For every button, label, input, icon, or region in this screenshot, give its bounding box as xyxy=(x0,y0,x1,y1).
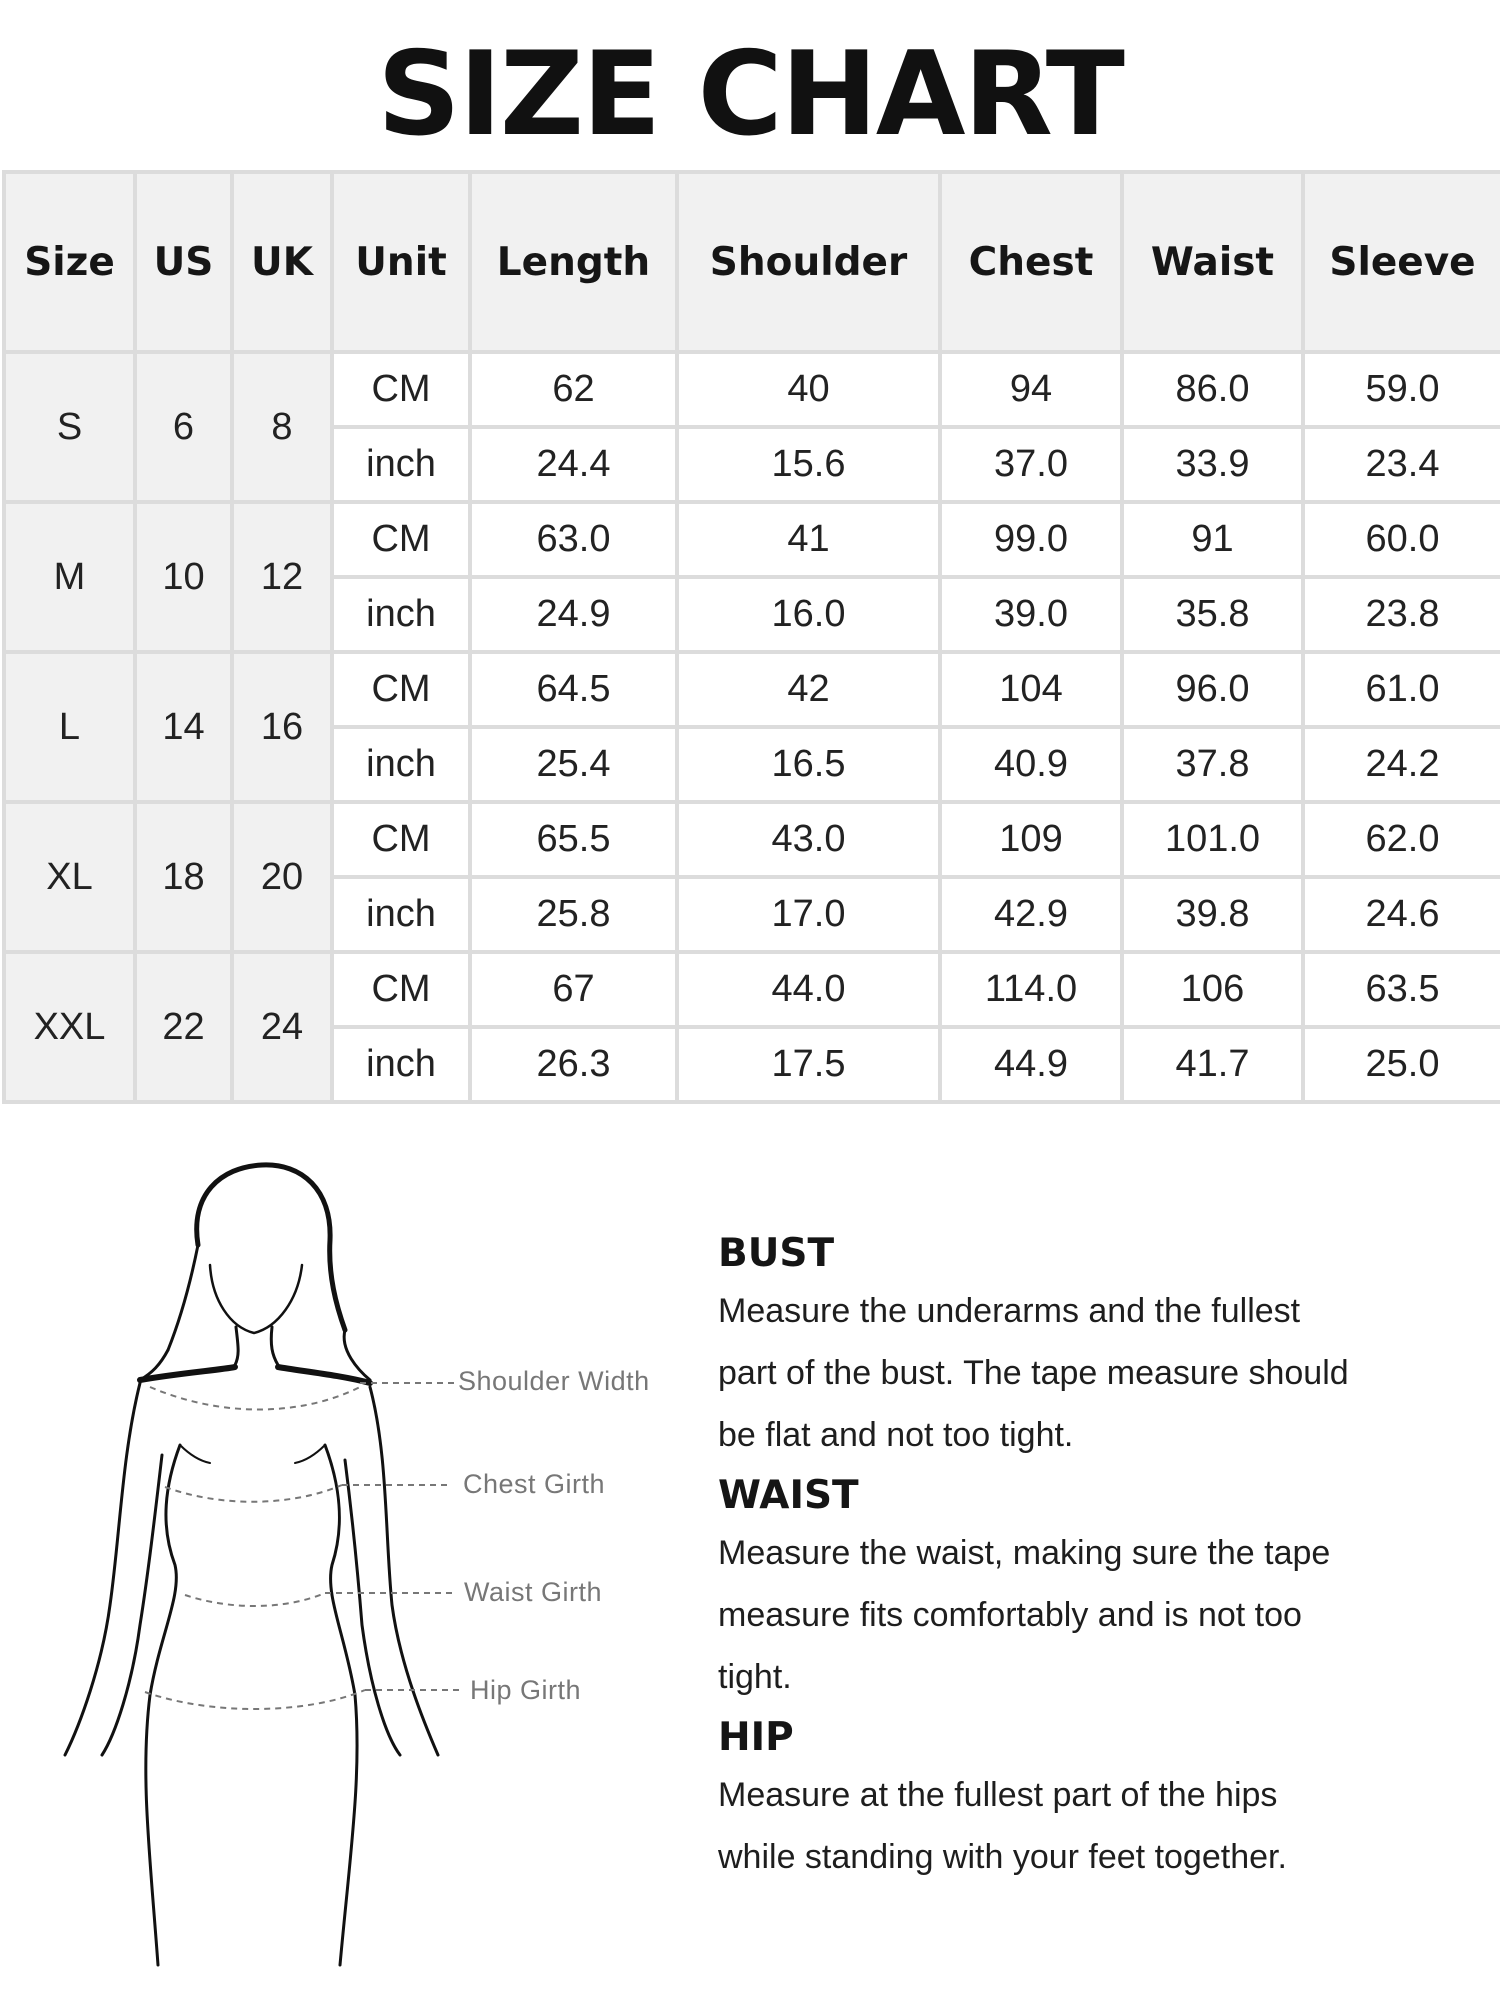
sleeve-cell: 23.4 xyxy=(1303,427,1500,502)
bust-section xyxy=(718,1228,1478,1466)
waist-cell: 37.8 xyxy=(1122,727,1303,802)
chest-cell: 94 xyxy=(940,352,1122,427)
header-sleeve: Sleeve xyxy=(1303,172,1500,352)
shoulder-cell: 42 xyxy=(677,652,940,727)
waist-cell: 96.0 xyxy=(1122,652,1303,727)
sleeve-cell: 24.6 xyxy=(1303,877,1500,952)
chest-cell: 37.0 xyxy=(940,427,1122,502)
waist-line: measure fits comfortably and is not too xyxy=(718,1596,1302,1634)
sleeve-cell: 63.5 xyxy=(1303,952,1500,1027)
table-row xyxy=(4,952,1500,1027)
bust-line: be flat and not too tight. xyxy=(718,1416,1074,1454)
hip-heading: HIP xyxy=(718,1715,794,1760)
bust-line: part of the bust. The tape measure should xyxy=(718,1354,1349,1392)
shoulder-cell: 15.6 xyxy=(677,427,940,502)
table-row xyxy=(4,352,1500,427)
table-header-row xyxy=(4,172,1500,352)
sleeve-cell: 24.2 xyxy=(1303,727,1500,802)
header-us: US xyxy=(135,172,232,352)
uk-cell: 8 xyxy=(232,352,332,502)
unit-cell: inch xyxy=(332,427,470,502)
hip-line: Measure at the fullest part of the hips xyxy=(718,1776,1278,1814)
hip-line: while standing with your feet together. xyxy=(718,1838,1287,1876)
chest-cell: 44.9 xyxy=(940,1027,1122,1102)
bust-line: Measure the underarms and the fullest xyxy=(718,1292,1301,1330)
header-unit: Unit xyxy=(332,172,470,352)
header-chest: Chest xyxy=(940,172,1122,352)
header-shoulder: Shoulder xyxy=(677,172,940,352)
size-cell: S xyxy=(4,352,135,502)
waist-cell: 35.8 xyxy=(1122,577,1303,652)
size-cell: M xyxy=(4,502,135,652)
chest-cell: 39.0 xyxy=(940,577,1122,652)
shoulder-cell: 17.0 xyxy=(677,877,940,952)
bust-text xyxy=(718,1280,1478,1466)
chest-cell: 99.0 xyxy=(940,502,1122,577)
length-cell: 67 xyxy=(470,952,677,1027)
us-cell: 18 xyxy=(135,802,232,952)
table-row xyxy=(4,652,1500,727)
waist-section xyxy=(718,1470,1478,1708)
sleeve-cell: 59.0 xyxy=(1303,352,1500,427)
sleeve-cell: 25.0 xyxy=(1303,1027,1500,1102)
us-cell: 10 xyxy=(135,502,232,652)
waist-heading: WAIST xyxy=(718,1473,859,1518)
chest-girth-label: Chest Girth xyxy=(463,1469,606,1499)
unit-cell: CM xyxy=(332,802,470,877)
size-cell: XXL xyxy=(4,952,135,1102)
sleeve-cell: 62.0 xyxy=(1303,802,1500,877)
waist-cell: 101.0 xyxy=(1122,802,1303,877)
waist-girth-label: Waist Girth xyxy=(464,1577,603,1607)
body-outline-illustration xyxy=(40,1155,680,1975)
size-cell: L xyxy=(4,652,135,802)
body-measurement-figure xyxy=(40,1155,680,1975)
hip-text xyxy=(718,1764,1478,1888)
page-title: SIZE CHART xyxy=(377,27,1123,162)
waist-cell: 106 xyxy=(1122,952,1303,1027)
header-waist: Waist xyxy=(1122,172,1303,352)
uk-cell: 20 xyxy=(232,802,332,952)
size-table xyxy=(2,170,1500,1104)
shoulder-cell: 40 xyxy=(677,352,940,427)
chest-cell: 109 xyxy=(940,802,1122,877)
shoulder-cell: 17.5 xyxy=(677,1027,940,1102)
length-cell: 64.5 xyxy=(470,652,677,727)
length-cell: 26.3 xyxy=(470,1027,677,1102)
length-cell: 24.9 xyxy=(470,577,677,652)
waist-cell: 41.7 xyxy=(1122,1027,1303,1102)
length-cell: 24.4 xyxy=(470,427,677,502)
unit-cell: inch xyxy=(332,1027,470,1102)
table-row xyxy=(4,802,1500,877)
unit-cell: inch xyxy=(332,877,470,952)
unit-cell: CM xyxy=(332,952,470,1027)
chest-cell: 42.9 xyxy=(940,877,1122,952)
waist-cell: 39.8 xyxy=(1122,877,1303,952)
waist-text xyxy=(718,1522,1478,1708)
length-cell: 65.5 xyxy=(470,802,677,877)
sleeve-cell: 60.0 xyxy=(1303,502,1500,577)
waist-cell: 91 xyxy=(1122,502,1303,577)
length-cell: 25.4 xyxy=(470,727,677,802)
shoulder-cell: 44.0 xyxy=(677,952,940,1027)
length-cell: 25.8 xyxy=(470,877,677,952)
waist-line: tight. xyxy=(718,1658,792,1696)
waist-cell: 86.0 xyxy=(1122,352,1303,427)
shoulder-width-label: Shoulder Width xyxy=(458,1366,650,1396)
length-cell: 63.0 xyxy=(470,502,677,577)
shoulder-cell: 16.0 xyxy=(677,577,940,652)
uk-cell: 16 xyxy=(232,652,332,802)
header-uk: UK xyxy=(232,172,332,352)
hip-girth-label: Hip Girth xyxy=(470,1675,582,1705)
header-size: Size xyxy=(4,172,135,352)
chest-cell: 114.0 xyxy=(940,952,1122,1027)
uk-cell: 12 xyxy=(232,502,332,652)
header-length: Length xyxy=(470,172,677,352)
uk-cell: 24 xyxy=(232,952,332,1102)
us-cell: 6 xyxy=(135,352,232,502)
table-row xyxy=(4,502,1500,577)
unit-cell: CM xyxy=(332,352,470,427)
hip-section xyxy=(718,1712,1478,1888)
size-cell: XL xyxy=(4,802,135,952)
sleeve-cell: 61.0 xyxy=(1303,652,1500,727)
sleeve-cell: 23.8 xyxy=(1303,577,1500,652)
length-cell: 62 xyxy=(470,352,677,427)
chest-cell: 40.9 xyxy=(940,727,1122,802)
waist-cell: 33.9 xyxy=(1122,427,1303,502)
waist-line: Measure the waist, making sure the tape xyxy=(718,1534,1331,1572)
bust-heading: BUST xyxy=(718,1231,835,1276)
us-cell: 14 xyxy=(135,652,232,802)
unit-cell: CM xyxy=(332,502,470,577)
unit-cell: CM xyxy=(332,652,470,727)
shoulder-cell: 43.0 xyxy=(677,802,940,877)
shoulder-cell: 16.5 xyxy=(677,727,940,802)
unit-cell: inch xyxy=(332,577,470,652)
unit-cell: inch xyxy=(332,727,470,802)
chest-cell: 104 xyxy=(940,652,1122,727)
measurement-guide xyxy=(718,1228,1478,1892)
us-cell: 22 xyxy=(135,952,232,1102)
shoulder-cell: 41 xyxy=(677,502,940,577)
